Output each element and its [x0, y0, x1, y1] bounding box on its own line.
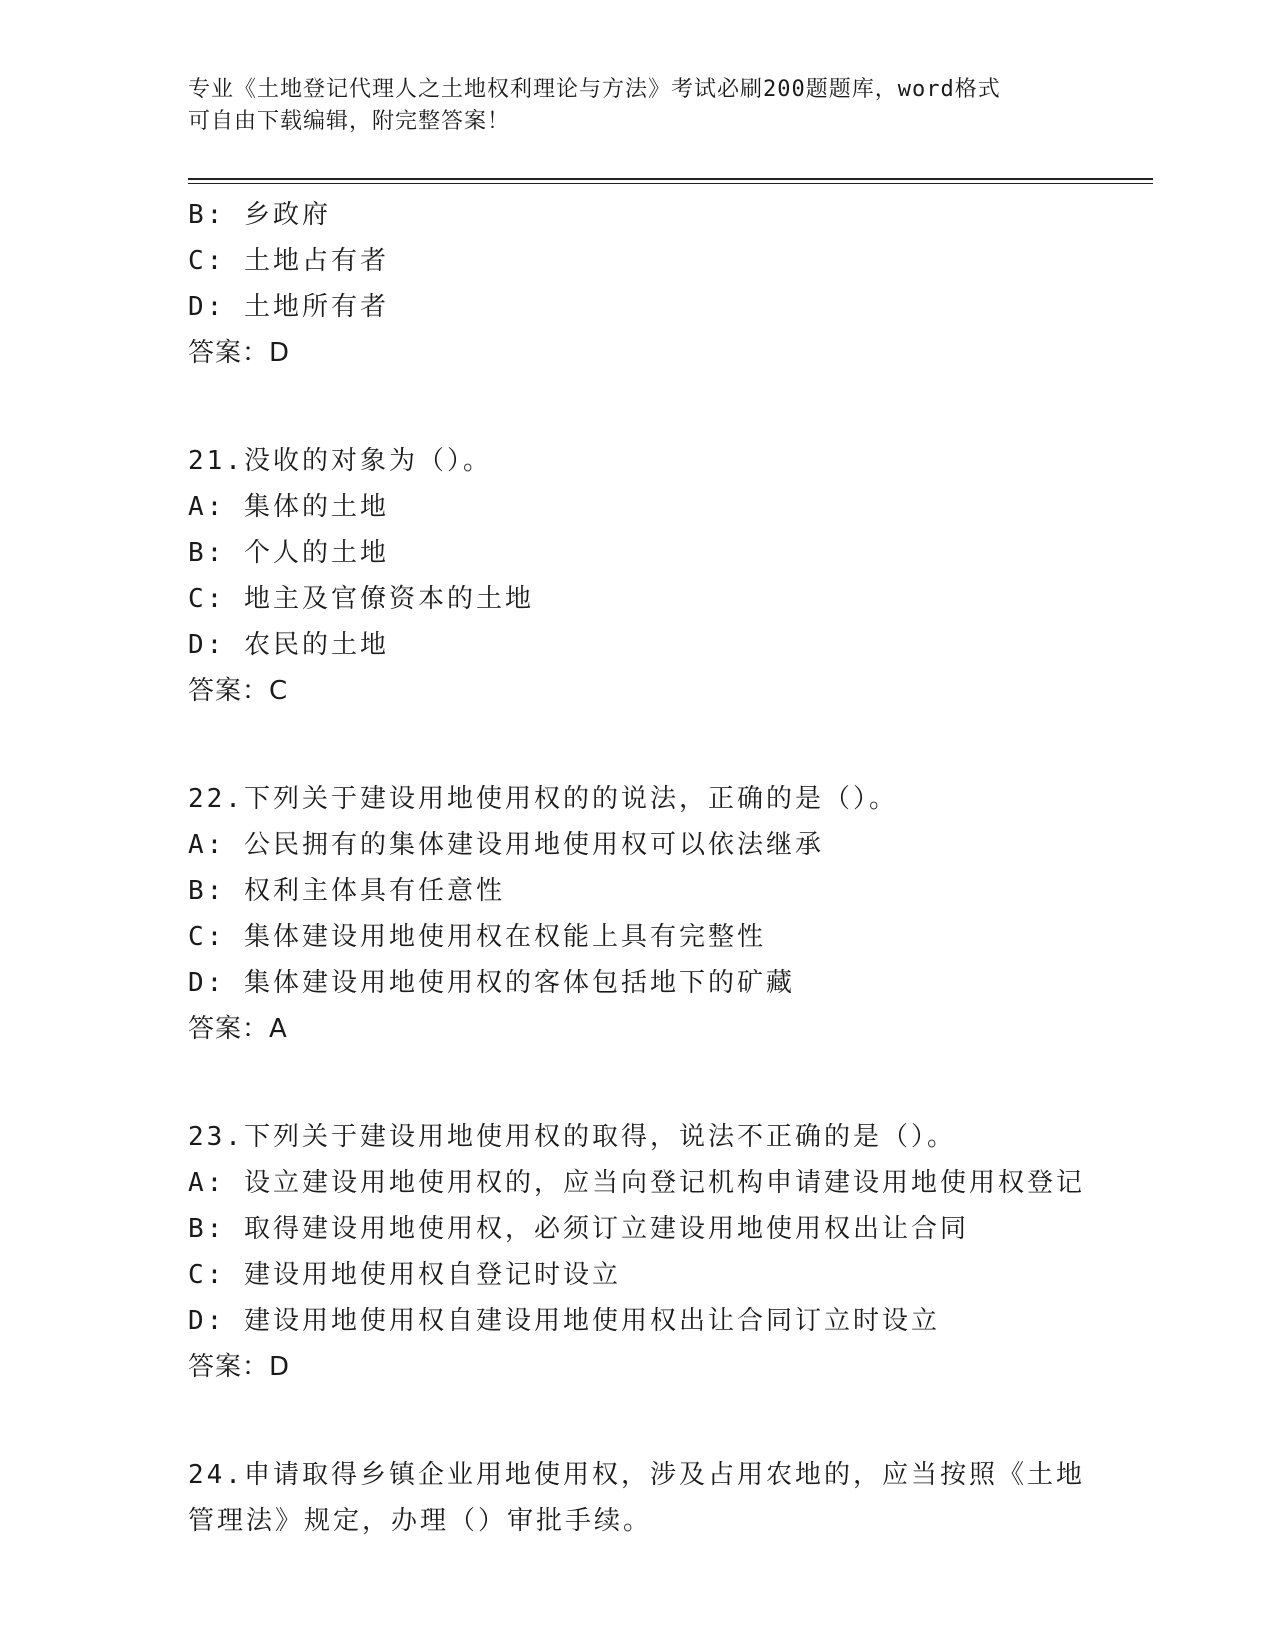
question-stem: 21.没收的对象为（）。: [188, 446, 492, 476]
answer-line: 答案：D: [188, 1352, 291, 1382]
option-a: A: 设立建设用地使用权的，应当向登记机构申请建设用地使用权登记: [188, 1168, 1085, 1198]
question-block-21: [188, 438, 1148, 714]
header-divider-thin: [188, 183, 1153, 184]
option-c: C: 集体建设用地使用权在权能上具有完整性: [188, 922, 766, 952]
option-b: B: 取得建设用地使用权，必须订立建设用地使用权出让合同: [188, 1214, 969, 1244]
option-a: A: 集体的土地: [188, 492, 389, 522]
option-d: D: 建设用地使用权自建设用地使用权出让合同订立时设立: [188, 1306, 940, 1336]
document-header: [188, 74, 1088, 138]
option-c: C: 土地占有者: [188, 246, 389, 276]
answer-line: 答案：C: [188, 676, 289, 706]
option-d: D: 农民的土地: [188, 630, 389, 660]
header-title-line2: 可自由下载编辑，附完整答案！: [188, 109, 511, 134]
question-list: [188, 192, 1148, 1544]
question-stem-line1: 24.申请取得乡镇企业用地使用权，涉及占用农地的，应当按照《土地: [188, 1460, 1085, 1490]
option-b: B: 个人的土地: [188, 538, 389, 568]
answer-line: 答案：A: [188, 1014, 288, 1044]
question-block-20: [188, 192, 1148, 376]
question-stem: 23.下列关于建设用地使用权的取得，说法不正确的是（）。: [188, 1122, 956, 1152]
answer-line: 答案：D: [188, 338, 291, 368]
header-divider: [188, 178, 1153, 180]
question-block-24: [188, 1452, 1148, 1544]
option-c: C: 地主及官僚资本的土地: [188, 584, 534, 614]
option-a: A: 公民拥有的集体建设用地使用权可以依法继承: [188, 830, 824, 860]
option-c: C: 建设用地使用权自登记时设立: [188, 1260, 621, 1290]
option-d: D: 土地所有者: [188, 292, 389, 322]
option-d: D: 集体建设用地使用权的客体包括地下的矿藏: [188, 968, 795, 998]
question-block-23: [188, 1114, 1148, 1390]
question-block-22: [188, 776, 1148, 1052]
question-stem-line2: 管理法》规定，办理（）审批手续。: [188, 1506, 653, 1536]
question-stem: 22.下列关于建设用地使用权的的说法，正确的是（）。: [188, 784, 898, 814]
option-b: B: 权利主体具有任意性: [188, 876, 505, 906]
option-b: B: 乡政府: [188, 200, 331, 230]
header-title-line1: 专业《土地登记代理人之土地权利理论与方法》考试必刷200题题库，word格式: [188, 77, 1001, 102]
